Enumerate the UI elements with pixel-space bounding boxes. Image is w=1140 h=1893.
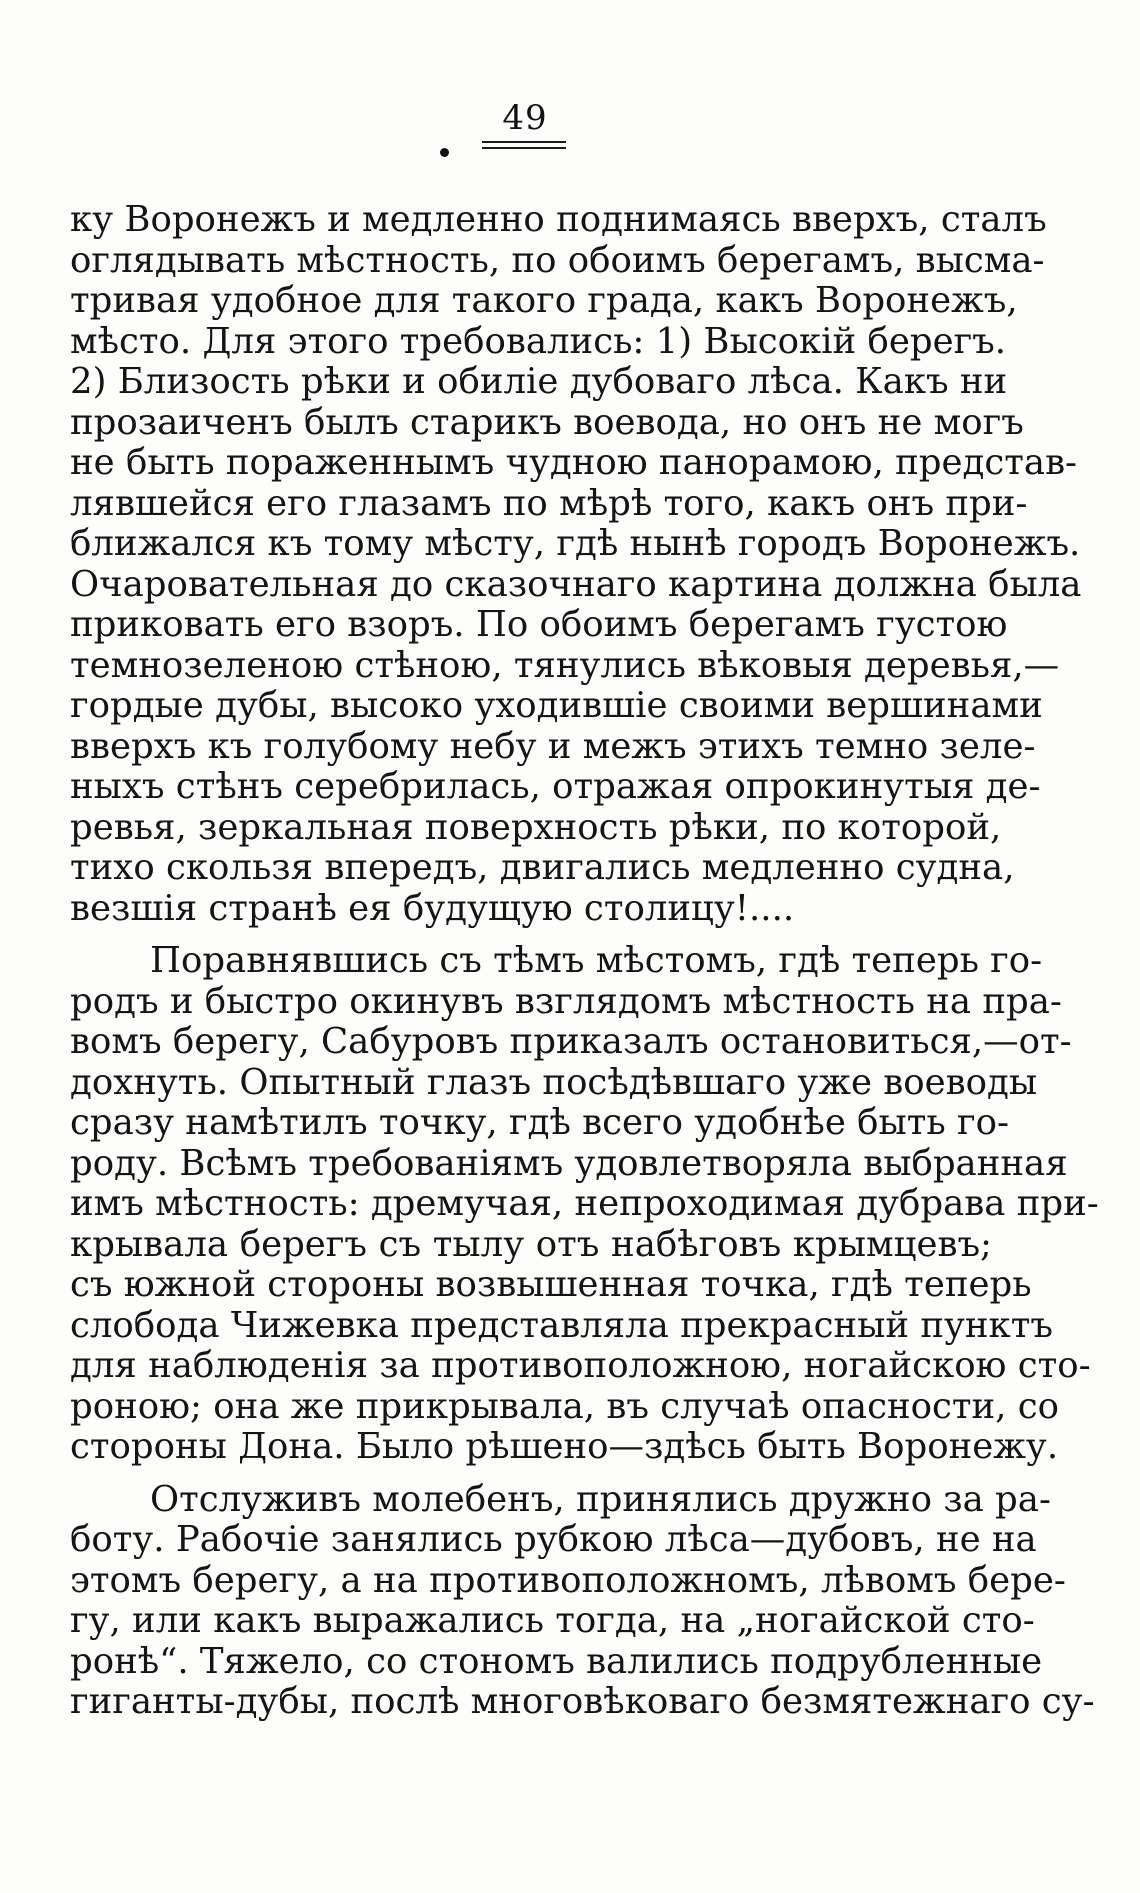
text-line: стороны Дона. Было рѣшено—здѣсь быть Воронежу. bbox=[70, 1426, 1059, 1467]
text-line: сразу намѣтилъ точку, гдѣ всего удобнѣе быть го- bbox=[70, 1102, 1009, 1143]
text-line: прозаиченъ былъ старикъ воевода, но онъ не могъ bbox=[70, 401, 1024, 443]
paragraph-3 bbox=[70, 1478, 1095, 1723]
paragraph-gap bbox=[70, 1468, 992, 1480]
text-line: для наблюденія за противоположною, ногайскою сто- bbox=[70, 1345, 1091, 1386]
text-line: не быть пораженнымъ чудною панорамою, представ- bbox=[70, 442, 1078, 483]
text-line: Очаровательная до сказочнаго картина должна была bbox=[70, 563, 1082, 605]
text-line: гу, или какъ выражались тогда, на „ногайской сто- bbox=[70, 1600, 1035, 1641]
text-line: родъ и быстро окинувъ взглядомъ мѣстность на пра- bbox=[70, 980, 1062, 1022]
text-line: гордые дубы, высоко уходившіе своими вершинами bbox=[70, 685, 1043, 726]
text-line: приковать его взоръ. По обоимъ берегамъ густою bbox=[70, 604, 1008, 645]
text-line: роною; она же прикрывала, въ случаѣ опасности, со bbox=[70, 1385, 1059, 1427]
text-line: слобода Чижевка представляла прекрасный пунктъ bbox=[70, 1304, 1053, 1346]
text-line: съ южной стороны возвышенная точка, гдѣ теперь bbox=[70, 1264, 1032, 1305]
text-line: вверхъ къ голубому небу и межъ этихъ темно зеле- bbox=[70, 725, 1036, 767]
text-line: имъ мѣстность: дремучая, непроходимая дубрава при- bbox=[70, 1183, 1099, 1224]
text-line: лявшейся его глазамъ по мѣрѣ того, какъ онъ при- bbox=[70, 482, 1028, 524]
text-line: крывала берегъ съ тылу отъ набѣговъ крымцевъ; bbox=[70, 1223, 992, 1265]
text-line: ближался къ тому мѣсту, гдѣ нынѣ городъ Воронежъ. bbox=[70, 523, 1081, 564]
text-line: оглядывать мѣстность, по обоимъ берегамъ, высма- bbox=[70, 239, 1045, 281]
text-line: роду. Всѣмъ требованіямъ удовлетворяла выбранная bbox=[70, 1142, 1068, 1184]
text-line: Отслуживъ молебенъ, принялись дружно за ра- bbox=[150, 1478, 1051, 1520]
text-line: тихо скользя впередъ, двигались медленно судна, bbox=[70, 847, 1015, 888]
text-line: ревья, зеркальная поверхность рѣки, по которой, bbox=[70, 806, 1002, 848]
text-line: гиганты-дубы, послѣ многовѣковаго безмятежнаго су- bbox=[70, 1681, 1095, 1722]
text-line: мѣсто. Для этого требовались: 1) Высокій берегъ. bbox=[70, 320, 1007, 362]
text-line: темнозеленою стѣною, тянулись вѣковыя деревья,— bbox=[70, 644, 1060, 686]
text-line: Поравнявшись съ тѣмъ мѣстомъ, гдѣ теперь го- bbox=[150, 940, 1043, 981]
text-line: этомъ берегу, а на противоположномъ, лѣвомъ бере- bbox=[70, 1559, 1066, 1601]
text-line: везшія странѣ ея будущую столицу!.... bbox=[70, 887, 795, 929]
page-number: 49 bbox=[502, 98, 548, 138]
text-line: вомъ берегу, Сабуровъ приказалъ остановиться,—от- bbox=[70, 1021, 1072, 1062]
body-text bbox=[70, 199, 1099, 1723]
text-line: 2) Близость рѣки и обиліе дубоваго лѣса. Какъ ни bbox=[70, 361, 1008, 402]
text-line: ронѣ“. Тяжело, со стономъ валились подрубленные bbox=[70, 1640, 1043, 1682]
text-line: тривая удобное для такого града, какъ Воронежъ, bbox=[70, 280, 1018, 321]
paragraph-2 bbox=[70, 940, 1099, 1468]
header-rule-top bbox=[482, 141, 566, 143]
text-line: ку Воронежъ и медленно поднимаясь вверхъ, сталъ bbox=[70, 199, 1047, 240]
text-line: боту. Рабочіе занялись рубкою лѣса—дубовъ, не на bbox=[70, 1519, 1037, 1560]
text-line: дохнуть. Опытный глазъ посѣдѣвшаго уже воеводы bbox=[70, 1061, 1038, 1103]
ink-speck bbox=[440, 148, 449, 157]
paragraph-1 bbox=[70, 199, 1082, 929]
text-line: ныхъ стѣнъ серебрилась, отражая опрокинутыя де- bbox=[70, 766, 1041, 807]
header-rule-bottom bbox=[482, 147, 566, 149]
